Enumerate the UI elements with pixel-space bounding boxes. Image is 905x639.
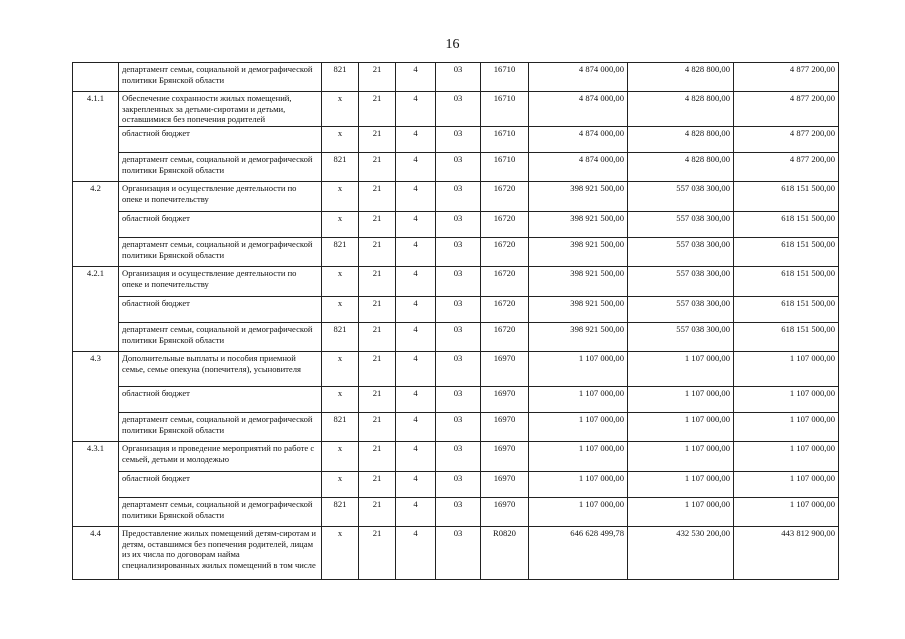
row-grbs: 821 — [322, 63, 359, 92]
row-event: 03 — [436, 127, 481, 153]
row-direction: 16970 — [481, 387, 529, 413]
row-code — [73, 387, 119, 413]
row-subprogram: 4 — [396, 238, 436, 267]
row-event: 03 — [436, 212, 481, 238]
row-value-year-3: 618 151 500,00 — [734, 182, 839, 212]
row-code: 4.4 — [73, 527, 119, 580]
row-name: Организация и осуществление деятельности по опеке и попечительству — [119, 267, 322, 297]
row-value-year-2: 1 107 000,00 — [628, 413, 734, 442]
row-grbs: х — [322, 387, 359, 413]
row-section: 21 — [359, 127, 396, 153]
row-name: Организация и осуществление деятельности по опеке и попечительству — [119, 182, 322, 212]
row-section: 21 — [359, 92, 396, 127]
row-direction: 16720 — [481, 182, 529, 212]
row-grbs: 821 — [322, 153, 359, 182]
row-name: департамент семьи, социальной и демографической политики Брянской области — [119, 63, 322, 92]
row-section: 21 — [359, 323, 396, 352]
row-code — [73, 238, 119, 267]
table-row — [73, 63, 839, 92]
row-subprogram: 4 — [396, 323, 436, 352]
row-code: 4.1.1 — [73, 92, 119, 127]
row-code — [73, 153, 119, 182]
row-value-year-1: 1 107 000,00 — [529, 472, 628, 498]
row-value-year-3: 4 877 200,00 — [734, 63, 839, 92]
table-row — [73, 498, 839, 527]
row-direction: 16720 — [481, 238, 529, 267]
row-value-year-1: 4 874 000,00 — [529, 92, 628, 127]
row-section: 21 — [359, 413, 396, 442]
row-grbs: х — [322, 472, 359, 498]
row-grbs: х — [322, 352, 359, 387]
row-subprogram: 4 — [396, 413, 436, 442]
table-row — [73, 387, 839, 413]
table-row — [73, 92, 839, 127]
row-direction: 16720 — [481, 212, 529, 238]
row-name: областной бюджет — [119, 297, 322, 323]
row-subprogram: 4 — [396, 127, 436, 153]
row-section: 21 — [359, 527, 396, 580]
row-code — [73, 413, 119, 442]
row-value-year-3: 618 151 500,00 — [734, 212, 839, 238]
row-value-year-1: 646 628 499,78 — [529, 527, 628, 580]
row-code — [73, 127, 119, 153]
row-section: 21 — [359, 472, 396, 498]
row-value-year-2: 1 107 000,00 — [628, 387, 734, 413]
row-value-year-3: 1 107 000,00 — [734, 352, 839, 387]
table-body — [73, 63, 839, 580]
row-value-year-1: 4 874 000,00 — [529, 127, 628, 153]
row-value-year-3: 618 151 500,00 — [734, 267, 839, 297]
row-name: Дополнительные выплаты и пособия приемной семье, семье опекуна (попечителя), усыновителя — [119, 352, 322, 387]
row-event: 03 — [436, 442, 481, 472]
row-subprogram: 4 — [396, 63, 436, 92]
row-code — [73, 323, 119, 352]
page-number: 16 — [445, 37, 460, 52]
row-name: Организация и проведение мероприятий по работе с семьей, детьми и молодежью — [119, 442, 322, 472]
row-value-year-3: 4 877 200,00 — [734, 92, 839, 127]
row-value-year-2: 557 038 300,00 — [628, 323, 734, 352]
row-event: 03 — [436, 387, 481, 413]
table-row — [73, 472, 839, 498]
row-value-year-1: 1 107 000,00 — [529, 352, 628, 387]
row-name: Обеспечение сохранности жилых помещений, закрепленных за детьми-сиротами и детьми, оставшимися без попечения родителей — [119, 92, 322, 127]
row-subprogram: 4 — [396, 498, 436, 527]
row-value-year-3: 4 877 200,00 — [734, 153, 839, 182]
table-row — [73, 527, 839, 580]
row-code — [73, 63, 119, 92]
row-event: 03 — [436, 498, 481, 527]
row-value-year-1: 398 921 500,00 — [529, 297, 628, 323]
row-value-year-1: 1 107 000,00 — [529, 387, 628, 413]
row-direction: 16970 — [481, 442, 529, 472]
row-section: 21 — [359, 182, 396, 212]
row-value-year-3: 4 877 200,00 — [734, 127, 839, 153]
table-row — [73, 182, 839, 212]
row-direction: 16970 — [481, 498, 529, 527]
row-code: 4.3.1 — [73, 442, 119, 472]
row-value-year-2: 557 038 300,00 — [628, 238, 734, 267]
table-row — [73, 352, 839, 387]
row-value-year-1: 398 921 500,00 — [529, 238, 628, 267]
row-value-year-3: 618 151 500,00 — [734, 238, 839, 267]
row-event: 03 — [436, 527, 481, 580]
row-value-year-2: 432 530 200,00 — [628, 527, 734, 580]
row-event: 03 — [436, 267, 481, 297]
row-section: 21 — [359, 352, 396, 387]
row-name: областной бюджет — [119, 472, 322, 498]
row-direction: 16720 — [481, 267, 529, 297]
row-value-year-2: 4 828 800,00 — [628, 153, 734, 182]
row-grbs: х — [322, 442, 359, 472]
row-event: 03 — [436, 238, 481, 267]
row-direction: 16970 — [481, 352, 529, 387]
table-row — [73, 442, 839, 472]
row-value-year-3: 1 107 000,00 — [734, 472, 839, 498]
row-value-year-1: 398 921 500,00 — [529, 182, 628, 212]
row-value-year-1: 4 874 000,00 — [529, 153, 628, 182]
row-name: департамент семьи, социальной и демографической политики Брянской области — [119, 323, 322, 352]
row-direction: 16970 — [481, 413, 529, 442]
row-name: департамент семьи, социальной и демографической политики Брянской области — [119, 153, 322, 182]
row-name: областной бюджет — [119, 387, 322, 413]
row-value-year-1: 398 921 500,00 — [529, 267, 628, 297]
row-code: 4.2 — [73, 182, 119, 212]
row-value-year-2: 1 107 000,00 — [628, 352, 734, 387]
row-direction: 16720 — [481, 323, 529, 352]
row-event: 03 — [436, 472, 481, 498]
row-value-year-2: 4 828 800,00 — [628, 63, 734, 92]
row-code — [73, 212, 119, 238]
row-direction: 16970 — [481, 472, 529, 498]
row-name: Предоставление жилых помещений детям-сиротам и детям, оставшимся без попечения родителей, лицам из их числа по договорам найма специализированных жилых помещений в том числе — [119, 527, 322, 580]
row-event: 03 — [436, 297, 481, 323]
row-value-year-2: 4 828 800,00 — [628, 127, 734, 153]
row-value-year-3: 1 107 000,00 — [734, 387, 839, 413]
row-event: 03 — [436, 92, 481, 127]
budget-table — [72, 62, 839, 580]
table-row — [73, 323, 839, 352]
row-value-year-1: 398 921 500,00 — [529, 323, 628, 352]
row-subprogram: 4 — [396, 442, 436, 472]
row-section: 21 — [359, 238, 396, 267]
row-value-year-2: 1 107 000,00 — [628, 472, 734, 498]
row-subprogram: 4 — [396, 212, 436, 238]
row-section: 21 — [359, 387, 396, 413]
row-subprogram: 4 — [396, 297, 436, 323]
row-section: 21 — [359, 212, 396, 238]
row-name: департамент семьи, социальной и демографической политики Брянской области — [119, 238, 322, 267]
row-value-year-3: 1 107 000,00 — [734, 413, 839, 442]
row-subprogram: 4 — [396, 387, 436, 413]
row-subprogram: 4 — [396, 153, 436, 182]
row-value-year-3: 618 151 500,00 — [734, 323, 839, 352]
row-grbs: х — [322, 527, 359, 580]
row-subprogram: 4 — [396, 182, 436, 212]
row-grbs: х — [322, 182, 359, 212]
table-row — [73, 238, 839, 267]
row-value-year-2: 1 107 000,00 — [628, 498, 734, 527]
row-grbs: х — [322, 297, 359, 323]
row-code: 4.3 — [73, 352, 119, 387]
row-value-year-3: 443 812 900,00 — [734, 527, 839, 580]
row-name: областной бюджет — [119, 212, 322, 238]
row-section: 21 — [359, 153, 396, 182]
row-value-year-2: 4 828 800,00 — [628, 92, 734, 127]
row-direction: 16720 — [481, 297, 529, 323]
row-value-year-2: 557 038 300,00 — [628, 212, 734, 238]
row-value-year-3: 618 151 500,00 — [734, 297, 839, 323]
row-code — [73, 472, 119, 498]
table-row — [73, 153, 839, 182]
row-grbs: 821 — [322, 323, 359, 352]
row-grbs: 821 — [322, 238, 359, 267]
row-value-year-2: 557 038 300,00 — [628, 182, 734, 212]
row-direction: 16710 — [481, 127, 529, 153]
row-event: 03 — [436, 153, 481, 182]
row-subprogram: 4 — [396, 352, 436, 387]
row-value-year-1: 1 107 000,00 — [529, 498, 628, 527]
row-value-year-1: 4 874 000,00 — [529, 63, 628, 92]
row-grbs: х — [322, 267, 359, 297]
row-section: 21 — [359, 267, 396, 297]
row-value-year-3: 1 107 000,00 — [734, 498, 839, 527]
row-value-year-1: 1 107 000,00 — [529, 413, 628, 442]
row-code: 4.2.1 — [73, 267, 119, 297]
row-subprogram: 4 — [396, 92, 436, 127]
row-direction: 16710 — [481, 92, 529, 127]
row-subprogram: 4 — [396, 472, 436, 498]
row-grbs: х — [322, 127, 359, 153]
table-row — [73, 127, 839, 153]
row-name: областной бюджет — [119, 127, 322, 153]
row-code — [73, 297, 119, 323]
row-name: департамент семьи, социальной и демографической политики Брянской области — [119, 498, 322, 527]
row-event: 03 — [436, 63, 481, 92]
table-row — [73, 413, 839, 442]
row-value-year-1: 1 107 000,00 — [529, 442, 628, 472]
table-row — [73, 212, 839, 238]
row-subprogram: 4 — [396, 267, 436, 297]
row-value-year-3: 1 107 000,00 — [734, 442, 839, 472]
row-direction: 16710 — [481, 153, 529, 182]
row-subprogram: 4 — [396, 527, 436, 580]
row-event: 03 — [436, 413, 481, 442]
row-section: 21 — [359, 442, 396, 472]
row-grbs: х — [322, 92, 359, 127]
row-direction: R0820 — [481, 527, 529, 580]
row-code — [73, 498, 119, 527]
row-section: 21 — [359, 63, 396, 92]
row-value-year-2: 557 038 300,00 — [628, 297, 734, 323]
row-section: 21 — [359, 297, 396, 323]
row-section: 21 — [359, 498, 396, 527]
row-event: 03 — [436, 352, 481, 387]
row-value-year-2: 557 038 300,00 — [628, 267, 734, 297]
row-event: 03 — [436, 323, 481, 352]
table-row — [73, 267, 839, 297]
row-grbs: х — [322, 212, 359, 238]
row-value-year-1: 398 921 500,00 — [529, 212, 628, 238]
row-grbs: 821 — [322, 498, 359, 527]
row-event: 03 — [436, 182, 481, 212]
row-value-year-2: 1 107 000,00 — [628, 442, 734, 472]
row-grbs: 821 — [322, 413, 359, 442]
row-name: департамент семьи, социальной и демографической политики Брянской области — [119, 413, 322, 442]
table-row — [73, 297, 839, 323]
row-direction: 16710 — [481, 63, 529, 92]
